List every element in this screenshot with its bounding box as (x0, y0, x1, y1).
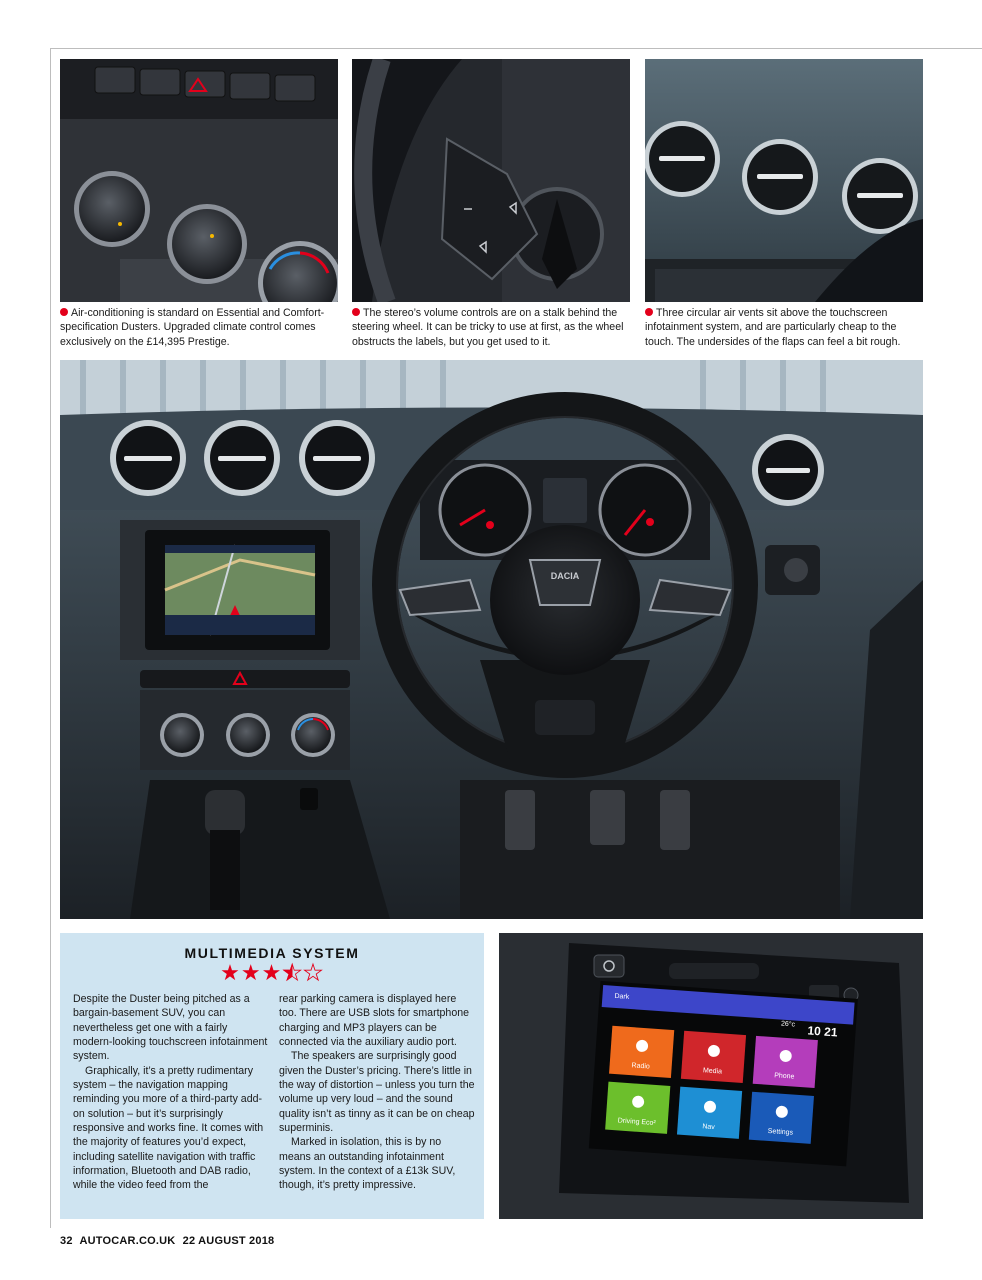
caption-climate: Air-conditioning is standard on Essential and Comfort-specification Dusters. Upgraded climate control comes exclusively on the £14,395 Prestige. (60, 307, 325, 348)
page-frame-top-rule (50, 48, 982, 49)
photo-dashboard (60, 360, 923, 919)
page-frame-left-rule (50, 48, 51, 1228)
screen-tile-settings (749, 1092, 814, 1144)
star-half-icon: ★ (282, 960, 304, 985)
screen-tile-label: Radio (631, 1062, 651, 1071)
screen-tile-label: Driving Eco² (617, 1117, 656, 1128)
paragraph: rear parking camera is displayed here too. There are USB slots for smartphone charging and MP3 players can be connected via the auxiliary audio port. (279, 993, 469, 1049)
caption-bullet (60, 308, 68, 316)
paragraph: The speakers are surprisingly good given the Duster’s pricing. There’s little in the way of distortion – unless you turn the volume up very loud – and the sound quality isn’t as tinny as it can be on cheap superminis. (279, 1050, 475, 1135)
screen-tile-label: Media (702, 1067, 723, 1076)
photo-touchscreen (499, 933, 923, 1219)
star-rating (60, 961, 484, 985)
screen-tile-label: Phone (773, 1072, 795, 1081)
sidebar-column-2 (279, 992, 475, 1193)
screen-status-label: Dark (614, 992, 630, 1001)
star-full-icon: ★ (220, 960, 241, 985)
page-number: 32 (60, 1235, 73, 1247)
screen-temperature: 26°c (780, 1020, 796, 1029)
caption-stereo: The stereo’s volume controls are on a stalk behind the steering wheel. It can be tricky to use at first, as the wheel obstructs the labels, but you get used to it. (352, 307, 624, 348)
caption-bullet (645, 308, 653, 316)
photo-climate-controls (60, 59, 338, 302)
multimedia-sidebar (60, 933, 484, 1219)
photo-stereo-stalk (352, 59, 630, 302)
issue-date: 22 AUGUST 2018 (182, 1235, 275, 1247)
screen-clock: 10 21 (807, 1023, 838, 1040)
photo-air-vents (645, 59, 923, 302)
publication-name: AUTOCAR.CO.UK (79, 1235, 176, 1247)
paragraph: Despite the Duster being pitched as a bargain-basement SUV, you can nevertheless get one with a fairly modern-looking touchscreen infotainment system. (73, 993, 268, 1063)
paragraph: Marked in isolation, this is by no means an outstanding infotainment system. In the context of a £13k SUV, though, it’s pretty impressive. (279, 1136, 456, 1192)
caption-vents: Three circular air vents sit above the touchscreen infotainment system, and are particularly cheap to the touch. The undersides of the flaps can feel a bit rough. (645, 307, 901, 348)
star-full-icon: ★ (261, 960, 283, 985)
screen-tile-label: Settings (767, 1127, 794, 1137)
caption-bullet (352, 308, 360, 316)
screen-tile-label: Nav (702, 1123, 716, 1132)
sidebar-column-1 (73, 992, 269, 1193)
sidebar-title: MULTIMEDIA SYSTEM (184, 945, 360, 961)
star-full-icon: ★ (240, 960, 262, 985)
star-empty-icon: ★ (303, 960, 324, 985)
dacia-badge: DACIA (550, 571, 580, 581)
paragraph: Graphically, it’s a pretty rudimentary system – the navigation mapping reminding you more of a third-party add-on solution – but it’s surprisingly responsive and works fine. It comes with the majority of features you’d expect, including satellite navigation with traffic information, Bluetooth and DAB radio, while the video feed from the (73, 1064, 264, 1192)
page-footer (60, 1235, 278, 1247)
